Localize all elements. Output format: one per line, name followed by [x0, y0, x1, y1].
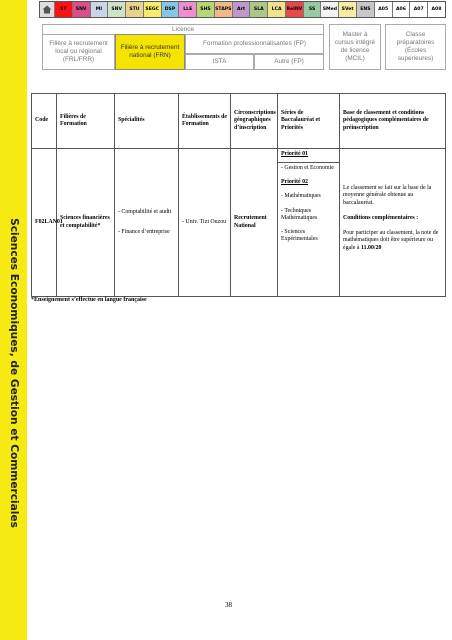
cell-filiere: Sciences financières et comptabilité*: [57, 149, 115, 297]
tab-snv[interactable]: SNV: [72, 2, 90, 17]
conditions-title: Conditions complémentaires :: [343, 214, 419, 221]
cell-base: [340, 149, 446, 297]
specialite-item: - Comptabilité et audit: [118, 209, 172, 216]
conditions-text: Pour participer au classement, la note de mathématiques doit être supérieure ou égale à 11.00/20: [343, 230, 439, 251]
faculty-title: Sciences Economiques, de Gestion et Commerciales: [8, 218, 20, 528]
faculty-sidebar: [0, 0, 27, 640]
tab-smed[interactable]: SMed: [320, 2, 338, 17]
mcil-cell: Master à cursus intégré de licence (MCIL): [329, 24, 381, 70]
base-text: Le classement se fait sur la base de la moyenne générale obtenue au baccalauréat.: [343, 185, 432, 206]
tab-dsp[interactable]: DSP: [161, 2, 179, 17]
cell-circonscription: Recrutement National: [231, 149, 278, 297]
conditions-value: 11.00/20: [361, 244, 382, 251]
header-etablissements: Établissements de Formation: [179, 94, 231, 149]
tab-svet[interactable]: SVet: [338, 2, 356, 17]
formation-table: [31, 93, 446, 297]
series-item: - Techniques Mathématiques: [281, 207, 318, 221]
tab-lle[interactable]: LLE: [178, 2, 196, 17]
tab-ss[interactable]: SS: [303, 2, 321, 17]
tab-shs[interactable]: SHS: [196, 2, 214, 17]
tab-segc[interactable]: SEGC: [143, 2, 161, 17]
header-base: Base de classement et conditions pédagogiques complémentaires de préinscription: [340, 94, 446, 149]
cell-code: F02LAN01: [32, 149, 57, 297]
header-series: Séries de Baccalauréat et Priorités: [278, 94, 340, 149]
classe-cell: Classe préparatoires (Écoles supérieures): [385, 24, 446, 70]
tab-a06[interactable]: A06: [392, 2, 410, 17]
tab-stu[interactable]: STU: [125, 2, 143, 17]
licence-legend: [42, 24, 447, 70]
tab-art[interactable]: Art: [232, 2, 250, 17]
tab-lca[interactable]: LCA: [267, 2, 285, 17]
autre-fp-cell: Autre (FP): [254, 54, 324, 70]
home-tab[interactable]: [40, 2, 54, 17]
tab-staps[interactable]: STAPS: [214, 2, 232, 17]
series-item: - Sciences Expérimentales: [281, 229, 318, 243]
ista-cell: ISTA: [185, 54, 254, 70]
header-circonscriptions: Circonscriptions géographiques d’inscription: [231, 94, 278, 149]
tab-ens[interactable]: ENS: [356, 2, 374, 17]
domain-tabs: [39, 1, 446, 18]
header-specialites: Spécialités: [115, 94, 179, 149]
tab-snv-2[interactable]: SNV: [107, 2, 125, 17]
tab-a07[interactable]: A07: [409, 2, 427, 17]
tab-sla[interactable]: SLA: [249, 2, 267, 17]
header-code: Code: [32, 94, 57, 149]
specialite-item: - Finance d’entreprise: [118, 228, 170, 235]
tab-st[interactable]: ST: [54, 2, 72, 17]
frn-cell: Filière à recrutement national (FRN): [115, 34, 185, 70]
tab-mi[interactable]: MI: [90, 2, 108, 17]
series-item: - Mathématiques: [281, 193, 321, 200]
priority-2-label: Priorité 02: [281, 179, 308, 186]
tab-reinv[interactable]: ReINV: [285, 2, 303, 17]
tab-a05[interactable]: A05: [374, 2, 392, 17]
tab-a08[interactable]: A08: [427, 2, 445, 17]
footnote: *Enseignement s’effectue en langue française: [31, 297, 147, 303]
cell-series: [278, 149, 340, 297]
page-number: 38: [225, 601, 232, 609]
licence-title: Licence: [171, 25, 195, 33]
frl-cell: Filière à recrutement local ou régional (FRL/FRR): [42, 34, 115, 70]
series-item: - Gestion et Economie: [281, 165, 334, 171]
home-icon: [42, 5, 52, 14]
cell-specialites: [115, 149, 179, 297]
header-filieres: Filières de Formation: [57, 94, 115, 149]
fp-cell: Formation professionnalisantes (FP): [185, 34, 324, 54]
table-row: [32, 149, 446, 297]
priority-1-label: Priorité 01: [278, 149, 339, 163]
cell-etablissement: - Univ. Tizi Ouzou: [179, 149, 231, 297]
